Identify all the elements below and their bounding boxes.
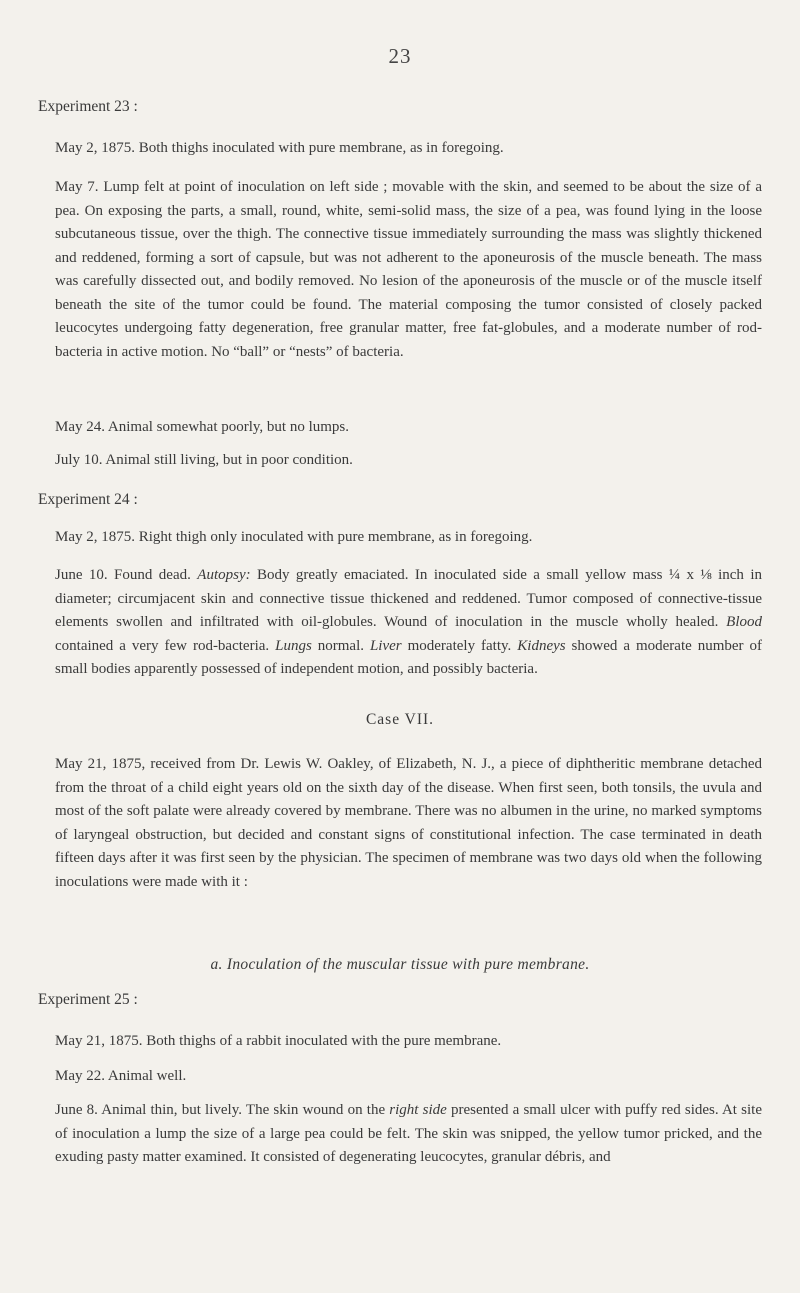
- text-run: Body greatly emaciated. In inoculated side a small yellow mass ¼ x ⅛ inch in diameter; circumjacent skin and connective tissue thickened and reddened. Tumor composed of connective-tissue elements swollen and infiltrated with oil-globules. Wound of inoculation in the muscle wholly healed.: [55, 567, 762, 630]
- experiment-24-para-2: [55, 564, 762, 682]
- text-run: showed a moderate number of small bodies apparently possessed of independent motion, and possibly bacteria.: [55, 637, 762, 677]
- blood-label: Blood: [726, 614, 762, 630]
- paragraph-text: May 22. Animal well.: [55, 1068, 187, 1084]
- paragraph-text: May 21, 1875. Both thighs of a rabbit inoculated with the pure membrane.: [55, 1033, 502, 1049]
- experiment-24-heading: Experiment 24 :: [38, 491, 138, 508]
- text-run: June 10. Found dead.: [55, 567, 198, 583]
- right-side-label: right side: [389, 1102, 447, 1118]
- section-a-title: a. Inoculation of the muscular tissue with pure membrane.: [210, 956, 590, 973]
- liver-label: Liver: [369, 637, 402, 654]
- paragraph-text: July 10. Animal still living, but in poor condition.: [55, 452, 353, 468]
- text-run: contained a very few rod-bacteria.: [55, 637, 276, 654]
- experiment-25-para-1: [55, 1030, 762, 1054]
- text-run: presented a small ulcer with puffy red sides. At site of inoculation a lump the size of a large pea could be felt. The skin was snipped, the yellow tumor pricked, and the exuding pasty matter examined. It consisted of degenerating leucocytes, granular débris, and: [55, 1102, 762, 1165]
- experiment-23-para-1: [55, 137, 762, 161]
- experiment-25-para-2: [55, 1065, 762, 1089]
- paragraph-text: May 2, 1875. Right thigh only inoculated with pure membrane, as in foregoing.: [55, 529, 533, 545]
- experiment-23-para-2: [55, 176, 762, 364]
- paragraph-text: [55, 564, 762, 682]
- text-run: moderately fatty.: [401, 637, 518, 654]
- case-7-para: [55, 753, 762, 894]
- paragraph-text: [55, 1099, 762, 1170]
- autopsy-label: Autopsy:: [197, 567, 251, 583]
- experiment-23-para-3: [55, 416, 762, 440]
- experiment-24-para-1: [55, 526, 762, 550]
- paragraph-text: May 7. Lump felt at point of inoculation on left side ; movable with the skin, and seemed to be about the size of a pea. On exposing the parts, a small, round, white, semi-solid mass, the size of a pea, was found lying in the loose subcutaneous tissue, over the thigh. The connective tissue immediately surrounding the mass was slightly thickened and reddened, forming a sort of capsule, but was not adherent to the aponeurosis of the muscle beneath. The mass was carefully dissected out, and bodily removed. No lesion of the aponeurosis of the muscle or of the muscle itself beneath the site of the tumor could be found. The material composing the tumor consisted of closely packed leucocytes undergoing fatty degeneration, free granular matter, free fat-globules, and a moderate number of rod-bacteria in active motion. No “ball” or “nests” of bacteria.: [55, 179, 762, 360]
- paragraph-text: May 24. Animal somewhat poorly, but no lumps.: [55, 419, 350, 435]
- kidneys-label: Kidneys: [517, 637, 566, 654]
- text-run: June 8. Animal thin, but lively. The skin wound on the: [55, 1102, 390, 1118]
- paragraph-text: May 2, 1875. Both thighs inoculated with pure membrane, as in foregoing.: [55, 140, 504, 156]
- page-number: 23: [388, 44, 412, 68]
- paragraph-text: May 21, 1875, received from Dr. Lewis W. Oakley, of Elizabeth, N. J., a piece of diphtheritic membrane detached from the throat of a child eight years old on the sixth day of the disease. When first seen, both tonsils, the uvula and most of the soft palate were already covered by membrane. There was no albumen in the urine, no marked symptoms of laryngeal obstruction, but decided and constant signs of constitutional infection. The case terminated in death fifteen days after it was first seen by the physician. The specimen of membrane was two days old when the following inoculations were made with it :: [55, 756, 762, 890]
- lungs-label: Lungs: [275, 637, 312, 654]
- experiment-23-heading: Experiment 23 :: [38, 98, 138, 115]
- experiment-25-para-3: [55, 1099, 762, 1170]
- case-title: Case VII.: [365, 711, 435, 728]
- text-run: normal.: [311, 637, 370, 654]
- experiment-25-heading: Experiment 25 :: [38, 991, 138, 1008]
- experiment-23-para-4: [55, 449, 762, 473]
